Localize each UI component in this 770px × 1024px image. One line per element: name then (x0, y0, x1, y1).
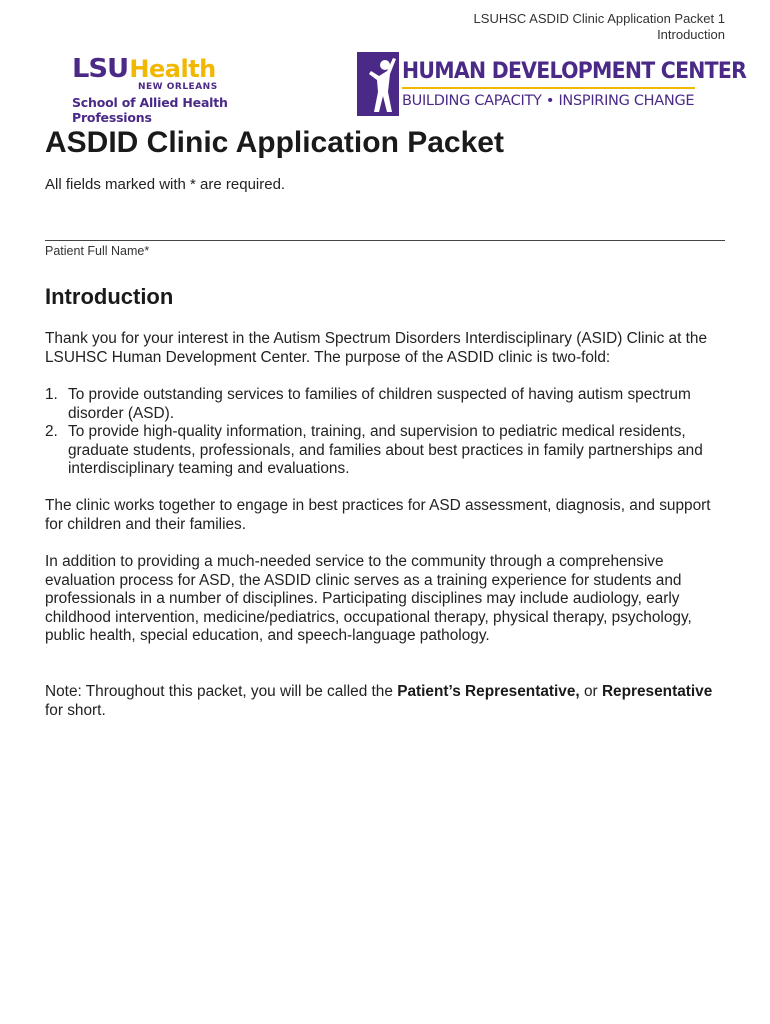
running-header (474, 11, 725, 43)
note-prefix: Note: Throughout this packet, you will be called the (45, 683, 398, 700)
list-item-text: To provide outstanding services to families of children suspected of having autism spectrum disorder (ASD). (68, 386, 691, 422)
list-item (45, 386, 730, 423)
list-item-text: To provide high-quality information, training, and supervision to pediatric medical residents, graduate students, professionals, and families about best practices in family partnerships and interdisciplinary teaming and evaluations. (68, 423, 703, 477)
hdc-divider (402, 87, 695, 89)
page-title: ASDID Clinic Application Packet (45, 126, 504, 159)
purpose-list (45, 386, 730, 479)
lsu-wordmark: LSU (72, 54, 129, 84)
clinic-paragraph: The clinic works together to engage in best practices for ASD assessment, diagnosis, and support for children and their families. (45, 497, 711, 533)
patient-full-name-field[interactable] (45, 214, 725, 240)
introduction-heading: Introduction (45, 284, 174, 309)
running-header-doc-ref: LSUHSC ASDID Clinic Application Packet 1 (473, 11, 725, 26)
health-wordmark: Health (129, 55, 216, 83)
patient-full-name-label: Patient Full Name* (45, 244, 150, 258)
lsu-school-name: School of Allied Health Professions (72, 95, 228, 125)
hdc-logo (357, 52, 747, 118)
lsu-location: NEW ORLEANS (138, 82, 218, 92)
lsu-health-logo (72, 54, 297, 125)
representative-note (45, 683, 730, 720)
hdc-tagline: BUILDING CAPACITY • INSPIRING CHANGE (402, 93, 695, 109)
patient-name-underline (45, 240, 725, 241)
disciplines-paragraph: In addition to providing a much-needed service to the community through a comprehensive evaluation process for ASD, the ASDID clinic serves as a training experience for students and professionals in a number of disciplines. Participating disciplines may include audiology, early childhood intervention, medicine/pediatrics, occupational therapy, physical therapy, psychology, public health, special education, and speech-language pathology. (45, 553, 692, 644)
list-item-number: 1. (45, 386, 58, 403)
required-fields-note: All fields marked with * are required. (45, 176, 286, 193)
hdc-title: HUMAN DEVELOPMENT CENTER (402, 59, 747, 84)
intro-paragraph: Thank you for your interest in the Autism Spectrum Disorders Interdisciplinary (ASID) Clinic at the LSUHSC Human Development Center. The purpose of the ASDID clinic is two-fold: (45, 330, 708, 366)
note-term-patients-representative: Patient’s Representative, (397, 683, 580, 700)
note-suffix: for short. (45, 701, 106, 719)
note-term-representative: Representative (601, 683, 713, 700)
note-middle: or (579, 683, 602, 700)
list-item-number: 2. (45, 423, 58, 440)
hdc-figure-icon (357, 52, 399, 116)
running-header-section: Introduction (657, 27, 725, 42)
list-item (45, 423, 730, 479)
